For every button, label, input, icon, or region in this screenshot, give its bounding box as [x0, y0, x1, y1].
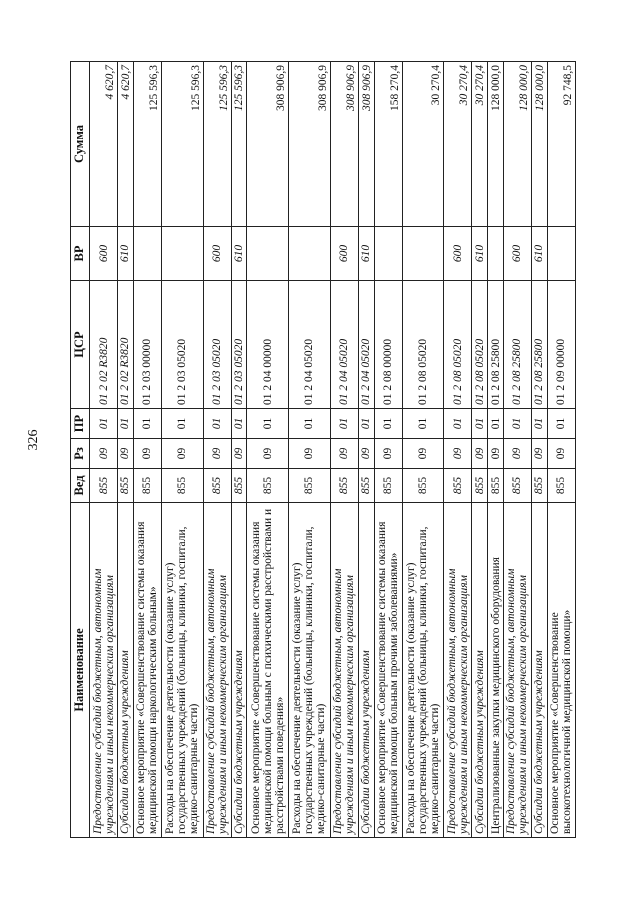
table-row [247, 62, 289, 838]
cell-sum: 128 000,0 [503, 62, 531, 227]
cell-csr: 01 2 09 00000 [547, 281, 575, 409]
cell-vr: 600 [444, 227, 472, 281]
cell-sum: 125 596,3 [231, 62, 247, 227]
cell-vr [374, 227, 402, 281]
table-row [402, 62, 444, 838]
cell-csr: 01 2 08 25800 [532, 281, 548, 409]
table-row [118, 62, 134, 838]
cell-vr: 610 [532, 227, 548, 281]
cell-ved: 855 [374, 469, 402, 503]
cell-ved: 855 [289, 469, 331, 503]
cell-name: Основное мероприятие «Совершенствование системы оказания медицинской помощи больным прочими заболеваниями» [374, 503, 402, 838]
table-row [161, 62, 203, 838]
cell-ved: 855 [358, 469, 374, 503]
cell-pr: 01 [118, 409, 134, 439]
budget-table [70, 61, 576, 838]
cell-name: Субсидии бюджетным учреждениям [231, 503, 247, 838]
cell-pr: 01 [444, 409, 472, 439]
cell-csr: 01 2 08 05020 [444, 281, 472, 409]
cell-name: Субсидии бюджетным учреждениям [358, 503, 374, 838]
cell-sum: 125 596,3 [161, 62, 203, 227]
cell-rz: 09 [161, 439, 203, 469]
cell-ved: 855 [231, 469, 247, 503]
cell-rz: 09 [547, 439, 575, 469]
cell-rz: 09 [503, 439, 531, 469]
table-row [532, 62, 548, 838]
cell-csr: 01 2 04 05020 [289, 281, 331, 409]
cell-sum: 308 906,9 [358, 62, 374, 227]
cell-rz: 09 [444, 439, 472, 469]
cell-sum: 4 620,7 [90, 62, 118, 227]
cell-name: Централизованные закупки медицинского оборудования [488, 503, 504, 838]
cell-name: Субсидии бюджетным учреждениям [118, 503, 134, 838]
cell-csr: 01 2 08 25800 [488, 281, 504, 409]
cell-pr: 01 [133, 409, 161, 439]
cell-ved: 855 [402, 469, 444, 503]
cell-sum: 308 906,9 [330, 62, 358, 227]
cell-ved: 855 [547, 469, 575, 503]
cell-rz: 09 [358, 439, 374, 469]
cell-pr: 01 [231, 409, 247, 439]
cell-ved: 855 [90, 469, 118, 503]
cell-pr: 01 [289, 409, 331, 439]
table-row [547, 62, 575, 838]
cell-sum: 158 270,4 [374, 62, 402, 227]
cell-sum: 125 596,3 [203, 62, 231, 227]
cell-csr: 01 2 08 05020 [472, 281, 488, 409]
cell-pr: 01 [247, 409, 289, 439]
cell-csr: 01 2 08 25800 [503, 281, 531, 409]
table-row [444, 62, 472, 838]
cell-ved: 855 [532, 469, 548, 503]
cell-sum: 30 270,4 [402, 62, 444, 227]
cell-pr: 01 [90, 409, 118, 439]
cell-name: Основное мероприятие «Совершенствование системы оказания медицинской помощи наркологическим больным» [133, 503, 161, 838]
rotated-table-container [70, 62, 576, 838]
cell-pr: 01 [161, 409, 203, 439]
table-row [289, 62, 331, 838]
cell-pr: 01 [374, 409, 402, 439]
cell-sum: 308 906,9 [247, 62, 289, 227]
table-row [358, 62, 374, 838]
cell-rz: 09 [330, 439, 358, 469]
header-name: Наименование [71, 503, 90, 838]
cell-vr [161, 227, 203, 281]
cell-sum: 92 748,5 [547, 62, 575, 227]
table-row [374, 62, 402, 838]
page-number: 326 [26, 429, 41, 451]
cell-rz: 09 [532, 439, 548, 469]
cell-vr: 600 [203, 227, 231, 281]
cell-name: Субсидии бюджетным учреждениям [532, 503, 548, 838]
cell-pr: 01 [503, 409, 531, 439]
cell-csr: 01 2 08 05020 [402, 281, 444, 409]
cell-name: Расходы на обеспечение деятельности (оказание услуг) государственных учреждений (больницы, клиники, госпитали, медико-санитарные части) [161, 503, 203, 838]
table-row [330, 62, 358, 838]
cell-name: Предоставление субсидий бюджетным, автономным учреждениям и иным некоммерческим организациям [503, 503, 531, 838]
cell-ved: 855 [444, 469, 472, 503]
cell-rz: 09 [133, 439, 161, 469]
cell-pr: 01 [472, 409, 488, 439]
cell-rz: 09 [374, 439, 402, 469]
table-row [203, 62, 231, 838]
cell-pr: 01 [203, 409, 231, 439]
cell-rz: 09 [118, 439, 134, 469]
cell-sum: 128 000,0 [532, 62, 548, 227]
cell-pr: 01 [547, 409, 575, 439]
table-row [503, 62, 531, 838]
header-csr: ЦСР [71, 281, 90, 409]
cell-vr: 600 [90, 227, 118, 281]
cell-sum: 125 596,3 [133, 62, 161, 227]
cell-name: Предоставление субсидий бюджетным, автономным учреждениям и иным некоммерческим организациям [444, 503, 472, 838]
cell-vr: 600 [503, 227, 531, 281]
cell-ved: 855 [488, 469, 504, 503]
cell-csr: 01 2 03 05020 [161, 281, 203, 409]
cell-sum: 30 270,4 [444, 62, 472, 227]
cell-pr: 01 [358, 409, 374, 439]
cell-vr [133, 227, 161, 281]
table-row [472, 62, 488, 838]
cell-rz: 09 [231, 439, 247, 469]
cell-ved: 855 [472, 469, 488, 503]
cell-vr [402, 227, 444, 281]
cell-pr: 01 [330, 409, 358, 439]
cell-vr [247, 227, 289, 281]
cell-vr [289, 227, 331, 281]
cell-name: Субсидии бюджетным учреждениям [472, 503, 488, 838]
cell-ved: 855 [161, 469, 203, 503]
cell-sum: 128 000,0 [488, 62, 504, 227]
cell-vr [547, 227, 575, 281]
cell-pr: 01 [532, 409, 548, 439]
cell-vr: 610 [118, 227, 134, 281]
cell-rz: 09 [472, 439, 488, 469]
cell-rz: 09 [488, 439, 504, 469]
header-pr: ПР [71, 409, 90, 439]
cell-pr: 01 [402, 409, 444, 439]
cell-rz: 09 [289, 439, 331, 469]
cell-name: Расходы на обеспечение деятельности (оказание услуг) государственных учреждений (больницы, клиники, госпитали, медико-санитарные части) [402, 503, 444, 838]
cell-csr: 01 2 03 05020 [203, 281, 231, 409]
cell-rz: 09 [90, 439, 118, 469]
table-body [90, 62, 576, 838]
cell-ved: 855 [133, 469, 161, 503]
table-header-row [71, 62, 90, 838]
cell-csr: 01 2 02 R3820 [90, 281, 118, 409]
cell-csr: 01 2 02 R3820 [118, 281, 134, 409]
cell-ved: 855 [330, 469, 358, 503]
cell-csr: 01 2 03 00000 [133, 281, 161, 409]
table-row [133, 62, 161, 838]
cell-ved: 855 [118, 469, 134, 503]
header-sum: Сумма [71, 62, 90, 227]
table-row [90, 62, 118, 838]
cell-rz: 09 [203, 439, 231, 469]
cell-sum: 4 620,7 [118, 62, 134, 227]
cell-csr: 01 2 04 05020 [358, 281, 374, 409]
header-rz: Рз [71, 439, 90, 469]
cell-csr: 01 2 04 00000 [247, 281, 289, 409]
table-row [488, 62, 504, 838]
cell-sum: 308 906,9 [289, 62, 331, 227]
cell-vr [488, 227, 504, 281]
cell-pr: 01 [488, 409, 504, 439]
cell-vr: 610 [231, 227, 247, 281]
cell-ved: 855 [247, 469, 289, 503]
cell-ved: 855 [503, 469, 531, 503]
cell-vr: 600 [330, 227, 358, 281]
cell-csr: 01 2 04 05020 [330, 281, 358, 409]
cell-rz: 09 [402, 439, 444, 469]
cell-vr: 610 [472, 227, 488, 281]
cell-csr: 01 2 08 00000 [374, 281, 402, 409]
cell-rz: 09 [247, 439, 289, 469]
cell-ved: 855 [203, 469, 231, 503]
cell-vr: 610 [358, 227, 374, 281]
cell-name: Предоставление субсидий бюджетным, автономным учреждениям и иным некоммерческим организациям [203, 503, 231, 838]
cell-name: Предоставление субсидий бюджетным, автономным учреждениям и иным некоммерческим организациям [330, 503, 358, 838]
cell-name: Расходы на обеспечение деятельности (оказание услуг) государственных учреждений (больницы, клиники, госпитали, медико-санитарные части) [289, 503, 331, 838]
cell-name: Основное мероприятие «Совершенствование высокотехнологичной медицинской помощи» [547, 503, 575, 838]
cell-csr: 01 2 03 05020 [231, 281, 247, 409]
cell-name: Основное мероприятие «Совершенствование системы оказания медицинской помощи больным с психическими расстройствами и расстройствами поведения» [247, 503, 289, 838]
table-row [231, 62, 247, 838]
cell-sum: 30 270,4 [472, 62, 488, 227]
header-vr: ВР [71, 227, 90, 281]
header-ved: Вед [71, 469, 90, 503]
cell-name: Предоставление субсидий бюджетным, автономным учреждениям и иным некоммерческим организациям [90, 503, 118, 838]
